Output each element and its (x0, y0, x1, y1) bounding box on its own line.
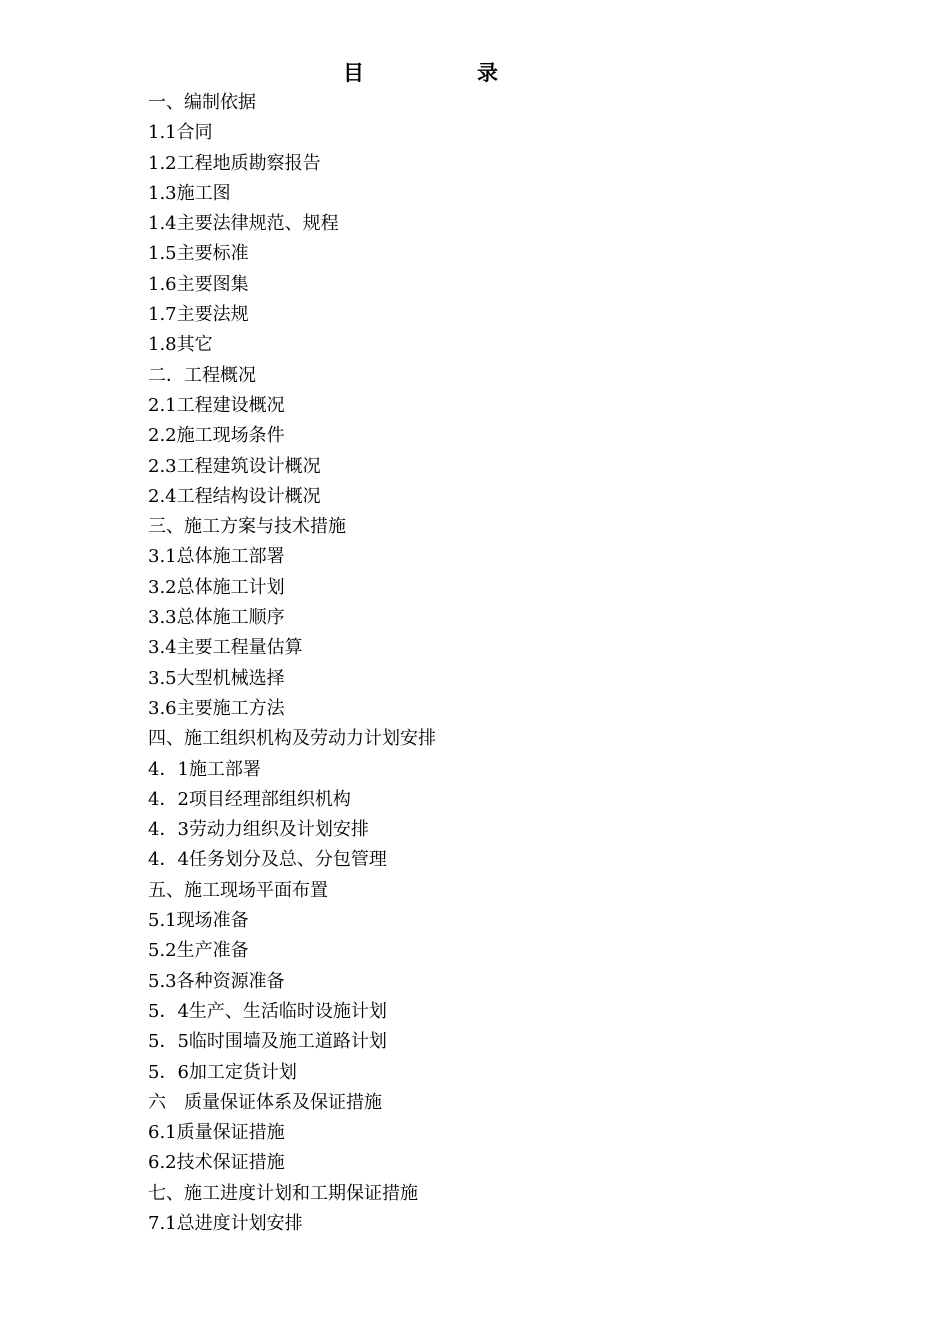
toc-entry: 2.1工程建设概况 (148, 394, 285, 416)
toc-section-heading: 七、施工进度计划和工期保证措施 (148, 1182, 418, 1204)
toc-entry: 5．6加工定货计划 (148, 1061, 297, 1083)
toc-title (0, 58, 950, 92)
toc-section-heading: 三、施工方案与技术措施 (148, 516, 346, 538)
toc-entry: 3.3总体施工顺序 (148, 607, 285, 629)
toc-entry: 4．2项目经理部组织机构 (148, 788, 351, 810)
toc-section-heading: 五、施工现场平面布置 (148, 879, 328, 901)
toc-entry: 2.4工程结构设计概况 (148, 485, 321, 507)
toc-entry: 6.2技术保证措施 (148, 1152, 285, 1174)
toc-entry: 1.8其它 (148, 334, 213, 356)
toc-entry: 4．4任务划分及总、分包管理 (148, 849, 387, 871)
toc-entry: 1.3施工图 (148, 182, 231, 204)
toc-entry: 3.1总体施工部署 (148, 546, 285, 568)
toc-entry: 3.4主要工程量估算 (148, 637, 303, 659)
toc-section-heading: 一、编制依据 (148, 92, 256, 113)
toc-section-heading: 二．工程概况 (148, 364, 256, 386)
toc-entry: 1.7主要法规 (148, 304, 249, 326)
toc-entry: 2.3工程建筑设计概况 (148, 455, 321, 477)
title-char-1: 目 (343, 60, 364, 85)
toc-entry: 5．5临时围墙及施工道路计划 (148, 1031, 387, 1053)
toc-entry: 3.2总体施工计划 (148, 576, 285, 598)
toc-entry: 2.2施工现场条件 (148, 425, 285, 447)
toc-entry: 1.1合同 (148, 122, 213, 144)
toc-entry: 1.2工程地质勘察报告 (148, 152, 321, 174)
title-char-2: 录 (477, 60, 498, 85)
toc-entry: 1.4主要法律规范、规程 (148, 213, 339, 235)
toc-section-heading: 四、施工组织机构及劳动力计划安排 (148, 728, 436, 750)
toc-entry: 4．1施工部署 (148, 758, 261, 780)
toc-section-heading: 六 质量保证体系及保证措施 (148, 1091, 382, 1113)
toc-entry: 1.6主要图集 (148, 273, 249, 295)
toc-entry: 7.1总进度计划安排 (148, 1212, 303, 1234)
toc-entry: 4．3劳动力组织及计划安排 (148, 819, 369, 841)
toc-entry: 5.3各种资源准备 (148, 970, 285, 992)
toc-entry: 5.2生产准备 (148, 940, 249, 962)
toc-entry: 5．4生产、生活临时设施计划 (148, 1000, 387, 1022)
toc-entry: 3.5大型机械选择 (148, 667, 285, 689)
toc-entry: 5.1现场准备 (148, 910, 249, 932)
toc-entry: 1.5主要标准 (148, 243, 249, 265)
toc-entry: 3.6主要施工方法 (148, 697, 285, 719)
toc-list (148, 88, 436, 1239)
toc-entry: 6.1质量保证措施 (148, 1122, 285, 1144)
